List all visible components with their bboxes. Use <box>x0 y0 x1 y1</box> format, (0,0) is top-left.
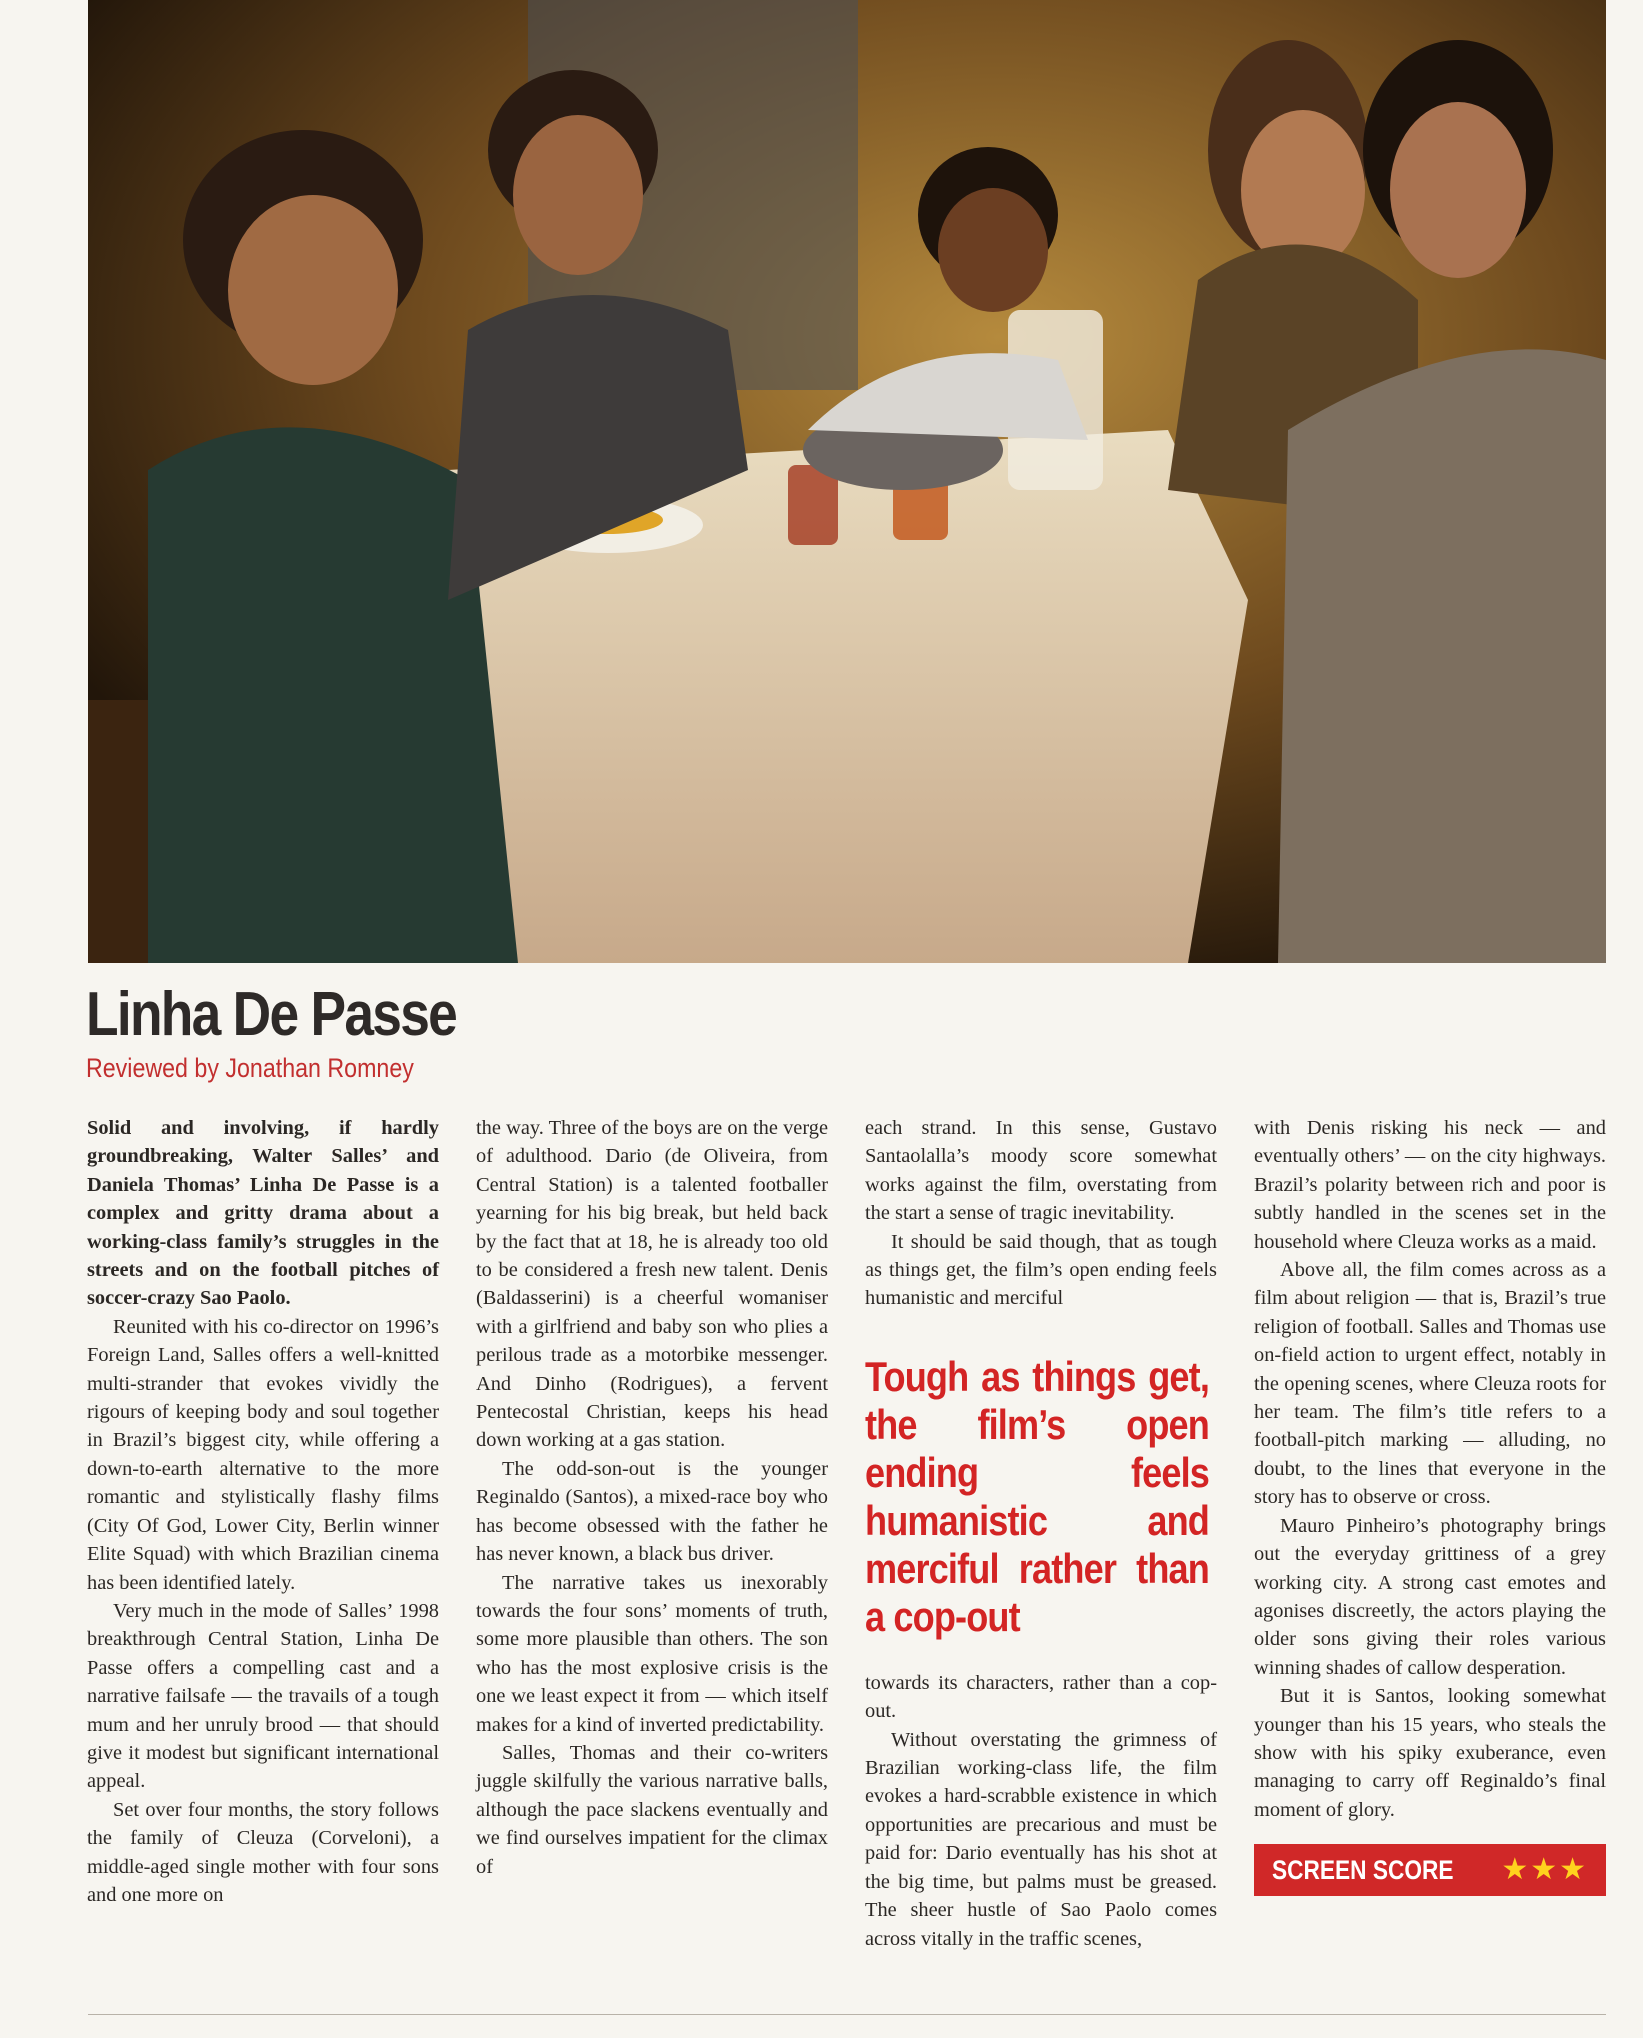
pull-quote: Tough as things get, the film’s open ending feels humanistic and merciful rather than a cop-out <box>865 1352 1209 1640</box>
body-paragraph: The odd-son-out is the younger Reginaldo (Santos), a mixed-race boy who has become obsessed with the father he has never known, a black bus driver. <box>476 1457 828 1566</box>
lead-paragraph: Solid and involving, if hardly groundbreaking, Walter Salles’ and Daniela Thomas’ Linha De Passe is a complex and gritty drama about a working-class family’s struggles in the streets and on the football pitches of soccer-crazy Sao Paolo. <box>87 1117 439 1310</box>
body-paragraph: Mauro Pinheiro’s photography brings out the everyday grittiness of a grey working city. A strong cast emotes and agonises discreetly, the actors playing the older sons giving their roles various winning shades of callow desperation. <box>1254 1514 1606 1679</box>
screen-score-box <box>1254 1844 1606 1896</box>
body-paragraph: Salles, Thomas and their co-writers juggle skilfully the various narrative balls, although the pace slackens eventually and we find ourselves impatient for the climax of <box>476 1741 828 1878</box>
body-paragraph: Without overstating the grimness of Brazilian working-class life, the film evokes a hard-scrabble existence in which opportunities are precarious and must be paid for: Dario eventually has his shot at the big time, but palms must be greased. The sheer hustle of Sao Paolo comes across vitally in the traffic scenes, <box>865 1728 1217 1950</box>
screen-score-label: SCREEN SCORE <box>1272 1854 1454 1885</box>
body-paragraph: the way. Three of the boys are on the verge of adulthood. Dario (de Oliveira, from Central Station) is a talented footballer yearning for his big break, but held back by the fact that at 18, he is already too old to be considered a fresh new talent. Denis (Baldasserini) is a cheerful womaniser with a girlfriend and baby son who plies a perilous trade as a motorbike messenger. And Dinho (Rodrigues), a fervent Pentecostal Christian, keeps his head down working at a gas station. <box>476 1117 828 1452</box>
film-still-photo <box>88 0 1606 963</box>
body-paragraph: It should be said though, that as tough as things get, the film’s open ending feels humanistic and merciful <box>865 1230 1217 1310</box>
article-byline: Reviewed by Jonathan Romney <box>86 1053 414 1083</box>
column-3 <box>865 1114 1217 1953</box>
body-paragraph: towards its characters, rather than a cop-out. <box>865 1671 1217 1723</box>
body-paragraph: The narrative takes us inexorably towards the four sons’ moments of truth, some more plausible than others. The son who has the most explosive crisis is the one we least expect it from — which itself makes for a kind of inverted predictability. <box>476 1571 828 1736</box>
body-paragraph: Very much in the mode of Salles’ 1998 breakthrough Central Station, Linha De Passe offers a compelling cast and a narrative failsafe — the travails of a tough mum and her unruly brood — that should give it modest but significant international appeal. <box>87 1599 439 1793</box>
body-paragraph: each strand. In this sense, Gustavo Santaolalla’s moody score somewhat works against the film, overstating from the start a sense of tragic inevitability. <box>865 1117 1217 1225</box>
star-rating-icon: ★★★ <box>1501 1852 1588 1886</box>
bottom-rule <box>88 2014 1606 2015</box>
column-1 <box>87 1114 439 1909</box>
body-paragraph: But it is Santos, looking somewhat younger than his 15 years, who steals the show with his spiky exuberance, even managing to carry off Reginaldo’s final moment of glory. <box>1254 1685 1606 1821</box>
film-still-illustration <box>88 0 1606 963</box>
body-paragraph: with Denis risking his neck — and eventually others’ — on the city highways. Brazil’s polarity between rich and poor is subtly handled in the scenes set in the household where Cleuza works as a maid. <box>1254 1117 1606 1253</box>
article-title: Linha De Passe <box>86 980 457 1049</box>
body-paragraph: Reunited with his co-director on 1996’s Foreign Land, Salles offers a well-knitted multi-strander that evokes vividly the rigours of keeping body and soul together in Brazil’s biggest city, while offering a down-to-earth alternative to the more romantic and stylistically flashy films (City Of God, Lower City, Berlin winner Elite Squad) with which Brazilian cinema has been identified lately. <box>87 1315 439 1594</box>
column-2 <box>476 1114 828 1881</box>
body-paragraph: Set over four months, the story follows the family of Cleuza (Corveloni), a middle-aged single mother with four sons and one more on <box>87 1798 439 1906</box>
column-4 <box>1254 1114 1606 1896</box>
body-paragraph: Above all, the film comes across as a film about religion — that is, Brazil’s true religion of football. Salles and Thomas use on-field action to urgent effect, notably in the opening scenes, where Cleuza roots for her team. The film’s title refers to a football-pitch marking — alluding, no doubt, to the lines that everyone in the story has to observe or cross. <box>1254 1259 1606 1509</box>
